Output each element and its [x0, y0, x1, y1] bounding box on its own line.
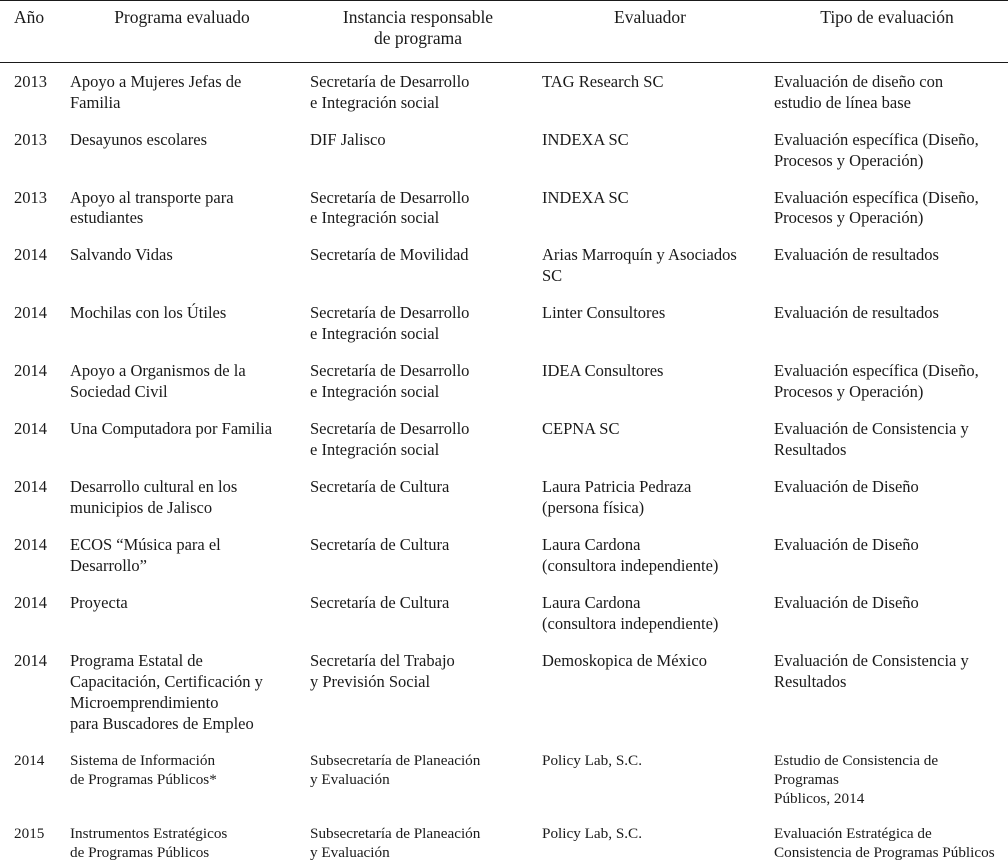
cell-evaluador-line1: IDEA Consultores	[542, 361, 664, 381]
cell-programa	[62, 62, 302, 120]
cell-instancia-line2: e Integración social	[310, 382, 440, 402]
cell-instancia-line1: Secretaría de Desarrollo	[310, 187, 470, 207]
cell-anio-line1: 2015	[14, 824, 45, 842]
cell-instancia-line1: Subsecretaría de Planeación	[310, 824, 481, 842]
cell-tipo-line2: Procesos y Operación)	[774, 382, 924, 402]
cell-tipo-line1: Evaluación de Consistencia y	[774, 650, 969, 670]
cell-instancia	[302, 294, 534, 352]
cell-tipo	[766, 62, 1008, 120]
cell-evaluador	[534, 236, 766, 294]
table-row	[0, 468, 1008, 526]
cell-evaluador-line1: Linter Consultores	[542, 303, 666, 323]
cell-tipo-line1: Evaluación específica (Diseño,	[774, 129, 979, 149]
cell-instancia	[302, 121, 534, 179]
cell-programa-line1: Salvando Vidas	[70, 245, 173, 265]
cell-anio-line1: 2013	[14, 129, 47, 149]
cell-tipo-line1: Evaluación de resultados	[774, 245, 939, 265]
cell-evaluador	[534, 815, 766, 866]
cell-evaluador-line1: Laura Cardona	[542, 592, 641, 612]
cell-instancia	[302, 815, 534, 866]
cell-evaluador	[534, 352, 766, 410]
table-row	[0, 236, 1008, 294]
cell-programa-line2: Capacitación, Certificación y	[70, 671, 263, 691]
cell-evaluador-line1: INDEXA SC	[542, 187, 629, 207]
column-header-tipo: Tipo de evaluación	[766, 1, 1008, 63]
cell-anio	[0, 526, 62, 584]
cell-instancia	[302, 468, 534, 526]
cell-anio-line1: 2014	[14, 477, 47, 497]
cell-instancia	[302, 179, 534, 237]
cell-programa	[62, 468, 302, 526]
column-header-instancia-line2: de programa	[374, 28, 462, 49]
cell-tipo	[766, 236, 1008, 294]
cell-tipo-line1: Evaluación específica (Diseño,	[774, 187, 979, 207]
table-row	[0, 294, 1008, 352]
table-header-row	[0, 1, 1008, 63]
cell-anio-line1: 2014	[14, 245, 47, 265]
cell-tipo-line1: Evaluación de resultados	[774, 303, 939, 323]
cell-anio	[0, 584, 62, 642]
cell-tipo-line1: Evaluación específica (Diseño,	[774, 361, 979, 381]
cell-evaluador	[534, 642, 766, 742]
cell-programa-line1: Desayunos escolares	[70, 129, 207, 149]
cell-tipo	[766, 468, 1008, 526]
cell-tipo-line2: Públicos, 2014	[774, 789, 865, 807]
cell-tipo	[766, 179, 1008, 237]
cell-instancia	[302, 584, 534, 642]
cell-anio-line1: 2014	[14, 650, 47, 670]
cell-instancia-line1: Secretaría de Cultura	[310, 592, 450, 612]
cell-programa-line1: Mochilas con los Útiles	[70, 303, 227, 323]
table-row	[0, 526, 1008, 584]
cell-tipo	[766, 815, 1008, 866]
cell-programa-line2: Sociedad Civil	[70, 382, 168, 402]
cell-instancia	[302, 352, 534, 410]
cell-programa-line1: Programa Estatal de	[70, 650, 203, 670]
cell-programa-line2: municipios de Jalisco	[70, 497, 213, 517]
cell-tipo-line1: Evaluación Estratégica de	[774, 824, 932, 842]
cell-anio-line1: 2014	[14, 303, 47, 323]
cell-anio	[0, 236, 62, 294]
cell-anio	[0, 410, 62, 468]
cell-programa-line1: Desarrollo cultural en los	[70, 477, 238, 497]
table-row	[0, 742, 1008, 815]
cell-anio	[0, 815, 62, 866]
table-row	[0, 410, 1008, 468]
cell-evaluador	[534, 294, 766, 352]
cell-programa-line1: Apoyo a Mujeres Jefas de	[70, 71, 242, 91]
cell-tipo-line2: Resultados	[774, 671, 847, 691]
cell-instancia-line2: y Previsión Social	[310, 671, 431, 691]
cell-evaluador-line1: TAG Research SC	[542, 71, 664, 91]
cell-anio	[0, 179, 62, 237]
cell-tipo	[766, 642, 1008, 742]
cell-programa-line1: Apoyo al transporte para	[70, 187, 234, 207]
cell-instancia-line2: e Integración social	[310, 92, 440, 112]
cell-instancia-line1: Secretaría de Desarrollo	[310, 419, 470, 439]
cell-tipo	[766, 584, 1008, 642]
cell-programa-line2: estudiantes	[70, 208, 144, 228]
cell-evaluador-line1: CEPNA SC	[542, 419, 620, 439]
cell-tipo-line1: Evaluación de diseño con	[774, 71, 944, 91]
cell-programa-line1: Proyecta	[70, 592, 128, 612]
table-body	[0, 62, 1008, 866]
cell-programa-line4: para Buscadores de Empleo	[70, 713, 254, 733]
cell-instancia	[302, 526, 534, 584]
cell-anio-line1: 2014	[14, 592, 47, 612]
cell-evaluador	[534, 584, 766, 642]
cell-programa-line3: Microemprendimiento	[70, 692, 219, 712]
cell-tipo-line1: Evaluación de Consistencia y	[774, 419, 969, 439]
cell-tipo-line1: Evaluación de Diseño	[774, 592, 919, 612]
cell-evaluador-line1: INDEXA SC	[542, 129, 629, 149]
cell-anio	[0, 642, 62, 742]
cell-anio	[0, 352, 62, 410]
cell-evaluador-line1: Demoskopica de México	[542, 650, 707, 670]
cell-programa	[62, 584, 302, 642]
cell-evaluador-line1: Policy Lab, S.C.	[542, 824, 642, 842]
cell-evaluador	[534, 526, 766, 584]
cell-evaluador-line2: (persona física)	[542, 497, 645, 517]
cell-programa	[62, 410, 302, 468]
cell-evaluador-line2: (consultora independiente)	[542, 555, 719, 575]
cell-instancia	[302, 410, 534, 468]
cell-anio-line1: 2014	[14, 534, 47, 554]
table-row	[0, 121, 1008, 179]
column-header-evaluador: Evaluador	[534, 1, 766, 63]
cell-instancia	[302, 742, 534, 815]
cell-instancia-line1: Secretaría del Trabajo	[310, 650, 455, 670]
table-row	[0, 62, 1008, 120]
cell-anio	[0, 742, 62, 815]
cell-programa	[62, 179, 302, 237]
cell-instancia	[302, 62, 534, 120]
cell-evaluador	[534, 468, 766, 526]
cell-evaluador	[534, 410, 766, 468]
cell-instancia-line1: Secretaría de Desarrollo	[310, 361, 470, 381]
cell-evaluador-line1: Policy Lab, S.C.	[542, 751, 642, 769]
cell-anio	[0, 121, 62, 179]
cell-anio	[0, 62, 62, 120]
cell-programa	[62, 236, 302, 294]
cell-programa	[62, 121, 302, 179]
cell-evaluador	[534, 179, 766, 237]
table-row	[0, 815, 1008, 866]
cell-programa	[62, 526, 302, 584]
table-row	[0, 642, 1008, 742]
table-row	[0, 179, 1008, 237]
cell-tipo-line2: Resultados	[774, 440, 847, 460]
cell-anio-line1: 2014	[14, 419, 47, 439]
table-row	[0, 352, 1008, 410]
cell-evaluador-line1: Laura Patricia Pedraza	[542, 477, 692, 497]
cell-evaluador-line1: Laura Cardona	[542, 534, 641, 554]
cell-instancia-line1: Secretaría de Movilidad	[310, 245, 469, 265]
cell-instancia-line1: Subsecretaría de Planeación	[310, 751, 481, 769]
cell-tipo-line2: Consistencia de Programas Públicos	[774, 844, 995, 862]
cell-instancia	[302, 642, 534, 742]
cell-tipo	[766, 352, 1008, 410]
cell-instancia-line2: y Evaluación	[310, 770, 390, 788]
cell-instancia-line2: e Integración social	[310, 324, 440, 344]
cell-instancia-line1: Secretaría de Cultura	[310, 477, 450, 497]
column-header-anio: Año	[0, 1, 62, 63]
cell-tipo	[766, 742, 1008, 815]
cell-programa-line2: de Programas Públicos*	[70, 770, 217, 788]
cell-programa	[62, 642, 302, 742]
column-header-programa: Programa evaluado	[62, 1, 302, 63]
cell-instancia-line1: Secretaría de Cultura	[310, 534, 450, 554]
cell-instancia-line2: y Evaluación	[310, 844, 390, 862]
cell-programa	[62, 294, 302, 352]
cell-evaluador-line1: Arias Marroquín y Asociados SC	[542, 245, 737, 286]
cell-tipo-line1: Evaluación de Diseño	[774, 534, 919, 554]
cell-tipo-line2: Procesos y Operación)	[774, 208, 924, 228]
cell-programa	[62, 815, 302, 866]
cell-instancia-line2: e Integración social	[310, 440, 440, 460]
table-row	[0, 584, 1008, 642]
cell-evaluador	[534, 121, 766, 179]
cell-tipo-line2: Procesos y Operación)	[774, 150, 924, 170]
cell-programa	[62, 352, 302, 410]
cell-anio-line1: 2014	[14, 361, 47, 381]
cell-evaluador	[534, 742, 766, 815]
column-header-instancia-line1: Instancia responsable	[342, 7, 494, 27]
cell-programa-line1: Apoyo a Organismos de la	[70, 361, 246, 381]
cell-tipo-line1: Evaluación de Diseño	[774, 477, 919, 497]
cell-tipo-line2: estudio de línea base	[774, 92, 911, 112]
cell-tipo	[766, 526, 1008, 584]
cell-instancia-line1: Secretaría de Desarrollo	[310, 303, 470, 323]
cell-programa-line2: Familia	[70, 92, 121, 112]
table-header	[0, 1, 1008, 63]
cell-programa-line1: Instrumentos Estratégicos	[70, 824, 228, 842]
cell-evaluador	[534, 62, 766, 120]
cell-tipo-line1: Estudio de Consistencia de Programas	[774, 751, 939, 788]
cell-instancia-line1: Secretaría de Desarrollo	[310, 71, 470, 91]
cell-anio	[0, 468, 62, 526]
cell-evaluador-line2: (consultora independiente)	[542, 613, 719, 633]
cell-anio-line1: 2014	[14, 751, 45, 769]
cell-instancia-line1: DIF Jalisco	[310, 129, 386, 149]
cell-programa-line1: Una Computadora por Familia	[70, 419, 273, 439]
cell-anio	[0, 294, 62, 352]
cell-programa	[62, 742, 302, 815]
cell-tipo	[766, 410, 1008, 468]
cell-instancia-line2: e Integración social	[310, 208, 440, 228]
cell-programa-line2: de Programas Públicos	[70, 844, 210, 862]
column-header-instancia	[302, 1, 534, 63]
cell-tipo	[766, 121, 1008, 179]
cell-programa-line1: Sistema de Información	[70, 751, 216, 769]
cell-anio-line1: 2013	[14, 71, 47, 91]
cell-anio-line1: 2013	[14, 187, 47, 207]
cell-instancia	[302, 236, 534, 294]
cell-tipo	[766, 294, 1008, 352]
cell-programa-line1: ECOS “Música para el Desarrollo”	[70, 534, 221, 575]
